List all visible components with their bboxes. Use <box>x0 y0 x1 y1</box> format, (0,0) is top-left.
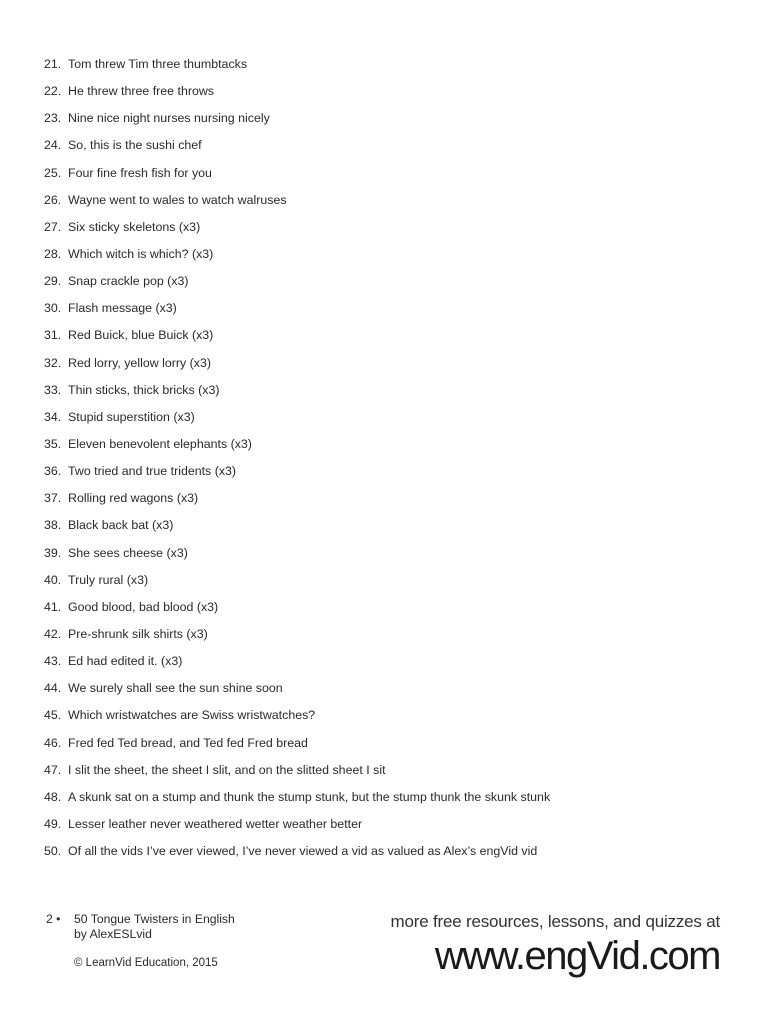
list-item <box>44 190 550 217</box>
item-text: I slit the sheet, the sheet I slit, and on the slitted sheet I sit <box>68 762 386 777</box>
list-item <box>44 570 550 597</box>
item-number: 39. <box>44 545 62 560</box>
item-number: 24. <box>44 138 62 153</box>
list-item <box>44 705 550 732</box>
item-number: 29. <box>44 274 62 289</box>
item-text: He threw three free throws <box>68 84 214 99</box>
site-link[interactable]: www.engVid.com <box>434 934 720 978</box>
list-item <box>44 81 550 108</box>
list-item <box>44 461 550 488</box>
item-number: 21. <box>44 57 62 71</box>
list-item <box>44 325 550 352</box>
item-number: 43. <box>44 654 62 669</box>
list-item <box>44 597 550 624</box>
item-number: 35. <box>44 436 62 451</box>
item-number: 37. <box>44 491 62 506</box>
list-item <box>44 515 550 542</box>
item-text: Black back bat (x3) <box>68 518 174 533</box>
item-number: 25. <box>44 165 62 180</box>
list-item <box>44 380 550 407</box>
item-number: 41. <box>44 599 62 614</box>
list-item <box>44 54 550 81</box>
list-item <box>44 787 550 814</box>
item-text: Of all the vids I’ve ever viewed, I’ve never viewed a vid as valued as Alex’s engVid vid <box>68 844 538 859</box>
document-author: by AlexESLvid <box>74 927 152 941</box>
footer-info <box>46 912 235 971</box>
item-text: We surely shall see the sun shine soon <box>68 681 283 696</box>
item-text: Four fine fresh fish for you <box>68 165 212 180</box>
list-item <box>44 135 550 162</box>
list-item <box>44 760 550 787</box>
item-text: Snap crackle pop (x3) <box>68 274 189 289</box>
list-item <box>44 244 550 271</box>
item-number: 34. <box>44 409 62 424</box>
list-item <box>44 163 550 190</box>
copyright: © LearnVid Education, 2015 <box>74 957 218 969</box>
item-text: Wayne went to wales to watch walruses <box>68 192 287 207</box>
item-text: Stupid superstition (x3) <box>68 409 195 424</box>
item-text: Nine nice night nurses nursing nicely <box>68 111 270 126</box>
list-item <box>44 407 550 434</box>
item-number: 28. <box>44 246 62 261</box>
item-text: A skunk sat on a stump and thunk the stump stunk, but the stump thunk the skunk stunk <box>68 789 551 804</box>
item-number: 49. <box>44 816 62 831</box>
item-text: Tom threw Tim three thumbtacks <box>68 57 248 71</box>
item-number: 50. <box>44 844 62 859</box>
item-text: Ed had edited it. (x3) <box>68 654 183 669</box>
item-text: Eleven benevolent elephants (x3) <box>68 436 252 451</box>
item-text: Fred fed Ted bread, and Ted fed Fred bread <box>68 735 308 750</box>
item-number: 23. <box>44 111 62 126</box>
list-item <box>44 543 550 570</box>
list-item <box>44 678 550 705</box>
item-number: 47. <box>44 762 62 777</box>
list-item <box>44 271 550 298</box>
list-item <box>44 733 550 760</box>
item-text: Flash message (x3) <box>68 301 177 316</box>
item-number: 22. <box>44 84 62 99</box>
item-number: 48. <box>44 789 62 804</box>
list-item <box>44 814 550 841</box>
list-item <box>44 217 550 244</box>
list-item <box>44 108 550 135</box>
list-item <box>44 353 550 380</box>
item-number: 45. <box>44 708 62 723</box>
item-number: 42. <box>44 626 62 641</box>
item-number: 36. <box>44 464 62 479</box>
item-text: Truly rural (x3) <box>68 572 149 587</box>
item-number: 26. <box>44 192 62 207</box>
list-item <box>44 488 550 515</box>
item-text: Thin sticks, thick bricks (x3) <box>68 382 220 397</box>
list-item <box>44 651 550 678</box>
item-text: Lesser leather never weathered wetter weather better <box>68 816 363 831</box>
item-number: 31. <box>44 328 62 343</box>
item-text: Pre-shrunk silk shirts (x3) <box>68 626 208 641</box>
item-text: Red Buick, blue Buick (x3) <box>68 328 214 343</box>
item-number: 46. <box>44 735 62 750</box>
list-item <box>44 434 550 461</box>
page-number: 2 • <box>46 912 61 926</box>
promo-tagline: more free resources, lessons, and quizzes at <box>390 912 720 931</box>
list-item <box>44 841 550 868</box>
item-number: 27. <box>44 219 62 234</box>
item-text: Which wristwatches are Swiss wristwatches? <box>68 708 316 723</box>
item-number: 32. <box>44 355 62 370</box>
item-number: 44. <box>44 681 62 696</box>
item-text: Red lorry, yellow lorry (x3) <box>68 355 211 370</box>
footer-promo <box>391 912 720 978</box>
list-item <box>44 624 550 651</box>
item-text: So, this is the sushi chef <box>68 138 202 153</box>
item-text: She sees cheese (x3) <box>68 545 188 560</box>
item-number: 30. <box>44 301 62 316</box>
item-text: Six sticky skeletons (x3) <box>68 219 201 234</box>
item-text: Rolling red wagons (x3) <box>68 491 199 506</box>
item-number: 40. <box>44 572 62 587</box>
item-text: Which witch is which? (x3) <box>68 246 214 261</box>
list-item <box>44 298 550 325</box>
item-text: Two tried and true tridents (x3) <box>68 464 237 479</box>
item-text: Good blood, bad blood (x3) <box>68 599 219 614</box>
item-number: 38. <box>44 518 62 533</box>
document-title: 50 Tongue Twisters in English <box>74 912 235 926</box>
item-number: 33. <box>44 382 62 397</box>
tongue-twister-list <box>44 54 550 868</box>
